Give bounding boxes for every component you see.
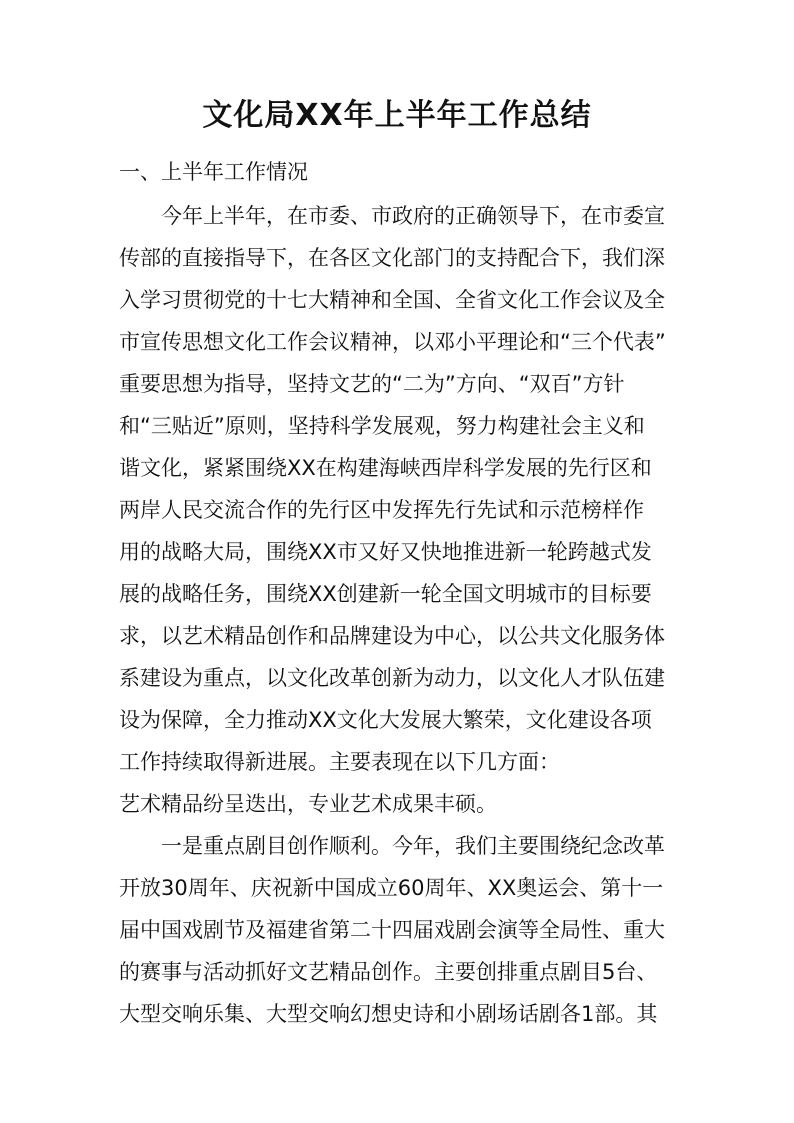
- paragraph-line: 用的战略大局，围绕XX市又好又快地推进新一轮跨越式发: [119, 540, 652, 564]
- paragraph-line: 系建设为重点，以文化改革创新为动力，以文化人才队伍建: [119, 666, 665, 690]
- paragraph-line: 今年上半年，在市委、市政府的正确领导下，在市委宣: [161, 204, 665, 228]
- paragraph-line: 两岸人民交流合作的先行区中发挥先行先试和示范榜样作: [119, 498, 644, 522]
- paragraph-line: 展的战略任务，围绕XX创建新一轮全国文明城市的目标要: [119, 582, 652, 606]
- paragraph-line: 传部的直接指导下，在各区文化部门的支持配合下，我们深: [119, 246, 665, 270]
- paragraph-line: 求，以艺术精品创作和品牌建设为中心，以公共文化服务体: [119, 624, 665, 648]
- paragraph-line: 开放30周年、庆祝新中国成立60周年、XX奥运会、第十一: [119, 876, 664, 900]
- paragraph-line: 入学习贯彻党的十七大精神和全国、全省文化工作会议及全: [119, 288, 665, 312]
- paragraph-line: 重要思想为指导，坚持文艺的“二为”方向、“双百”方针: [119, 372, 625, 396]
- paragraph-line: 谐文化，紧紧围绕XX在构建海峡西岸科学发展的先行区和: [119, 456, 652, 480]
- paragraph-line: 工作持续取得新进展。主要表现在以下几方面：: [119, 750, 560, 774]
- subheading: 艺术精品纷呈迭出，专业艺术成果丰硕。: [119, 792, 497, 816]
- section-heading: 一、上半年工作情况: [119, 160, 308, 184]
- paragraph-line: 的赛事与活动抓好文艺精品创作。主要创排重点剧目5台、: [119, 960, 658, 984]
- paragraph-line: 市宣传思想文化工作会议精神，以邓小平理论和“三个代表”: [119, 330, 666, 354]
- paragraph-line: 届中国戏剧节及福建省第二十四届戏剧会演等全局性、重大: [119, 918, 665, 942]
- paragraph-line: 和“三贴近”原则，坚持科学发展观，努力构建社会主义和: [119, 414, 645, 438]
- document-title: 文化局XX年上半年工作总结: [202, 98, 592, 133]
- paragraph-line: 设为保障，全力推动XX文化大发展大繁荣，文化建设各项: [119, 708, 652, 732]
- paragraph-line: 大型交响乐集、大型交响幻想史诗和小剧场话剧各1部。其: [119, 1002, 658, 1026]
- paragraph-line: 一是重点剧目创作顺利。今年，我们主要围绕纪念改革: [161, 834, 665, 858]
